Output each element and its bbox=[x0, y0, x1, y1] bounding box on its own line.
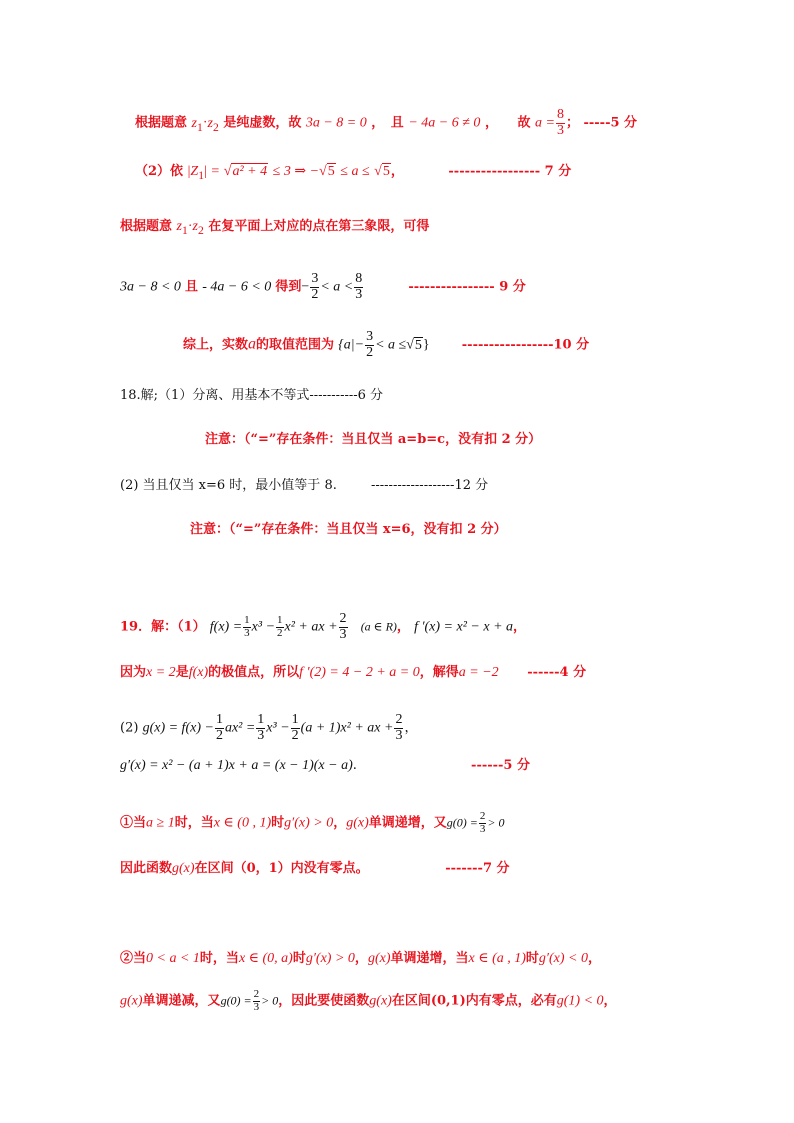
score-mark: ---------------- 9 分 bbox=[408, 279, 526, 295]
text: 时，当 bbox=[174, 815, 214, 831]
score-mark: -----------------10 分 bbox=[461, 337, 590, 353]
text: (2) 当且仅当 x=6 时，最小值等于 8. bbox=[120, 478, 337, 493]
line-score-7 bbox=[135, 163, 571, 185]
math-eq: g′(x) > 0 bbox=[305, 951, 355, 966]
score-mark: -------7 分 bbox=[445, 861, 510, 876]
text: 的取值范围为 bbox=[256, 337, 335, 353]
fraction: $\frac{2}{3}$ bbox=[339, 611, 347, 642]
fraction: $\frac{1}{2}$ bbox=[215, 712, 223, 743]
math-eq: < a < bbox=[320, 279, 354, 295]
fraction: $\frac{3}{2}$ bbox=[311, 271, 319, 302]
text: 得到 bbox=[275, 279, 302, 295]
math-set: < a ≤ bbox=[375, 337, 407, 353]
math-eq: g(0) = bbox=[446, 815, 478, 830]
text: 是 bbox=[175, 665, 189, 680]
math-eq: x ∈ (0 , 1) bbox=[213, 815, 272, 831]
math-eq: > 0 bbox=[487, 815, 505, 830]
line-score-10 bbox=[183, 330, 589, 360]
text: ，解得 bbox=[419, 665, 459, 680]
math-eq: ax² = bbox=[224, 720, 256, 736]
math-eq: g(0) = bbox=[220, 993, 252, 1008]
text: 时 bbox=[271, 815, 285, 831]
line-case-2-cont bbox=[120, 989, 617, 1013]
math-eq: 3a − 8 < 0 bbox=[120, 279, 181, 295]
fraction: $\frac{2}{3}$ bbox=[479, 810, 486, 835]
fraction: $\frac{1}{3}$ bbox=[244, 614, 250, 639]
line-score-5b bbox=[120, 757, 530, 775]
math-eq: f ′(2) = 4 − 2 + a = 0 bbox=[299, 665, 420, 680]
text: ，因此要使函数 bbox=[278, 993, 370, 1009]
text: ； bbox=[565, 115, 579, 131]
math-eq: g′(x) > 0 bbox=[284, 815, 334, 831]
text: 单调递增，又 bbox=[368, 815, 447, 831]
abs-bar: | bbox=[204, 164, 207, 179]
math-eq: f(x) = bbox=[209, 619, 243, 635]
text: ， 故 bbox=[484, 115, 531, 131]
math-eq: g(x) bbox=[172, 861, 195, 876]
fraction: $\frac{2}{3}$ bbox=[253, 988, 260, 1013]
text: 时 bbox=[525, 951, 539, 966]
text: ， bbox=[587, 951, 601, 966]
math-z2: $z_2$ bbox=[192, 219, 204, 237]
math-z1: $z_1$ bbox=[191, 115, 203, 134]
text: （2）依 bbox=[135, 164, 184, 179]
math-eq: > 0 bbox=[261, 993, 279, 1008]
fraction: $\frac{3}{2}$ bbox=[366, 329, 374, 360]
text: 且 bbox=[185, 279, 199, 295]
text: ， bbox=[404, 720, 418, 736]
text: 在区间（0，1）内没有零点。 bbox=[194, 861, 369, 876]
math-eq: 0 < a < 1 bbox=[146, 951, 200, 966]
math-eq: x = 2 bbox=[146, 665, 176, 680]
math-eq: x³ − bbox=[266, 720, 290, 736]
line-score-5 bbox=[135, 108, 637, 138]
math-eq: = bbox=[211, 164, 220, 179]
math-set: } bbox=[422, 337, 430, 353]
math-eq: a = −2 bbox=[458, 665, 499, 680]
text: 在复平面上对应的点在第三象限，可得 bbox=[208, 219, 430, 234]
sqrt-sign: √ bbox=[319, 164, 327, 179]
math-Z1: $Z_1$ bbox=[190, 164, 205, 182]
text: ， bbox=[333, 815, 347, 831]
math-eq: g(1) < 0 bbox=[556, 993, 604, 1009]
math-set: {a|− bbox=[338, 337, 365, 353]
text: 在区间(0,1)内有零点，必有 bbox=[391, 993, 557, 1009]
math-var: a bbox=[248, 335, 257, 353]
text: 单调递增，当 bbox=[390, 951, 469, 966]
text: 是纯虚数，故 bbox=[223, 115, 302, 131]
text: 的极值点，所以 bbox=[208, 665, 300, 680]
math-eq: ≤ 3 ⇒ − bbox=[272, 164, 320, 179]
math-eq: x ∈ (0, a) bbox=[238, 951, 293, 966]
math-eq: g(x) bbox=[367, 951, 391, 966]
line-case-2 bbox=[120, 950, 601, 968]
note-text: 注意：（“=”存在条件：当且仅当 a=b=c，没有扣 2 分） bbox=[205, 432, 542, 447]
text: 因此函数 bbox=[120, 861, 173, 876]
fraction: $\frac{8}{3}$ bbox=[355, 271, 363, 302]
sqrt-sign: √ bbox=[406, 337, 414, 353]
text: ， bbox=[513, 619, 527, 635]
text: ②当 bbox=[120, 951, 147, 966]
math-eq: a = bbox=[535, 115, 555, 131]
sqrt-sign: √ bbox=[374, 164, 382, 179]
math-eq: g(x) = f(x) − bbox=[142, 720, 214, 736]
text: ， bbox=[603, 993, 617, 1009]
score-mark: ------5 分 bbox=[471, 758, 530, 773]
text: . bbox=[352, 758, 357, 773]
fraction: $\frac{2}{3}$ bbox=[395, 712, 403, 743]
math-eq: - 4a − 6 < 0 bbox=[202, 279, 272, 295]
line-note-2 bbox=[190, 521, 507, 539]
sqrt-body: a² + 4 bbox=[232, 164, 268, 179]
text: 根据题意 bbox=[135, 115, 188, 131]
line-q19-g-def bbox=[120, 713, 417, 743]
text: ， 且 bbox=[371, 115, 404, 131]
math-eq: f ′(x) = x² − x + a bbox=[414, 619, 514, 635]
math-eq: f(x) bbox=[188, 665, 209, 680]
line-condition bbox=[120, 218, 429, 240]
score-mark: -----5 分 bbox=[583, 115, 638, 131]
math-eq: g′(x) = x² − (a + 1)x + a = (x − 1)(x − a) bbox=[120, 758, 353, 773]
math-dot: · bbox=[202, 115, 208, 131]
note-text: 注意：（“=”存在条件：当且仅当 x=6，没有扣 2 分） bbox=[190, 522, 507, 537]
sqrt-body: 5 bbox=[382, 164, 390, 179]
line-score-4 bbox=[120, 664, 586, 682]
fraction: $\frac{8}{3}$ bbox=[556, 107, 564, 138]
line-score-7b bbox=[120, 860, 510, 878]
text: 19．解：（1） bbox=[120, 619, 206, 635]
math-eq: x² + ax + bbox=[284, 619, 338, 635]
math-eq: g′(x) < 0 bbox=[538, 951, 588, 966]
math-eq: (a + 1)x² + ax + bbox=[300, 720, 394, 736]
line-note-1 bbox=[205, 431, 541, 449]
text: ， bbox=[354, 951, 368, 966]
score-mark: -------------------12 分 bbox=[370, 478, 489, 493]
score-mark: ----------------- 7 分 bbox=[448, 164, 572, 179]
math-z2: $z_2$ bbox=[207, 115, 219, 134]
text: ①当 bbox=[120, 815, 147, 831]
text: 18.解;（1）分离、用基本不等式-----------6 分 bbox=[120, 388, 384, 403]
text: ， bbox=[396, 619, 410, 635]
text: 因为 bbox=[120, 665, 147, 680]
fraction: $\frac{1}{3}$ bbox=[257, 712, 265, 743]
text: 时，当 bbox=[199, 951, 239, 966]
line-score-9 bbox=[120, 272, 526, 302]
abs-bar: | bbox=[187, 164, 191, 179]
math-domain: (a ∈ R) bbox=[360, 619, 397, 634]
math-eq: g(x) bbox=[346, 815, 369, 831]
math-eq: x³ − bbox=[251, 619, 276, 635]
text: 综上，实数 bbox=[183, 337, 249, 353]
sqrt-body: 5 bbox=[414, 337, 422, 353]
math-eq: − bbox=[301, 279, 310, 295]
text: 单调递减，又 bbox=[142, 993, 221, 1009]
score-mark: ------4 分 bbox=[527, 665, 587, 680]
math-eq: ≤ a ≤ bbox=[340, 164, 370, 179]
math-eq: x ∈ (a , 1) bbox=[468, 951, 526, 966]
math-eq: a ≥ 1 bbox=[146, 815, 175, 831]
sqrt-body: 5 bbox=[327, 164, 335, 179]
math-eq: g(x) bbox=[120, 993, 143, 1009]
text: ， bbox=[390, 164, 404, 179]
line-q19-part1 bbox=[120, 612, 526, 642]
line-q18-part1 bbox=[120, 387, 383, 405]
line-case-1 bbox=[120, 811, 504, 835]
math-eq: − 4a − 6 ≠ 0 bbox=[408, 115, 481, 131]
text: 根据题意 bbox=[120, 219, 173, 234]
sqrt-sign: √ bbox=[223, 164, 232, 179]
math-z1: $z_1$ bbox=[176, 219, 188, 237]
text: 时 bbox=[292, 951, 306, 966]
text: (2) bbox=[120, 720, 139, 736]
math-eq: g(x) bbox=[369, 993, 392, 1009]
fraction: $\frac{1}{2}$ bbox=[291, 712, 299, 743]
line-q18-part2 bbox=[120, 477, 488, 495]
math-eq: 3a − 8 = 0 bbox=[305, 115, 367, 131]
math-dot: · bbox=[187, 219, 193, 234]
fraction: $\frac{1}{2}$ bbox=[277, 614, 283, 639]
